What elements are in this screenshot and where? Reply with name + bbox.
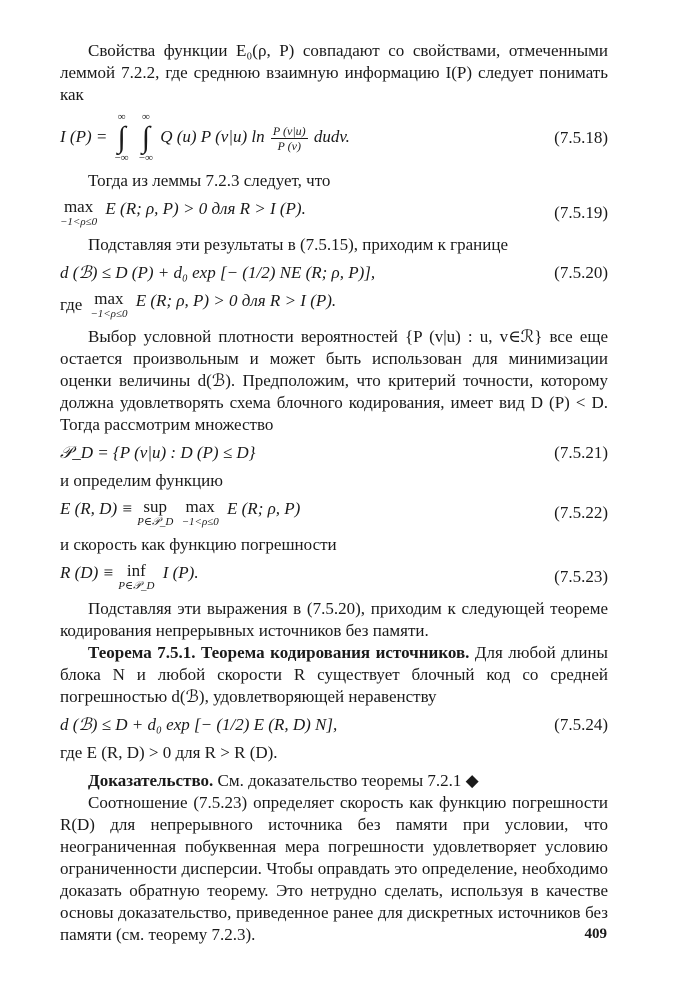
paragraph-5: Выбор условной плотности вероятностей {P (v|u) : u, v∈ℛ} все еще остается произвольным и может быть использован для минимизации оценки величины d(ℬ). Предположим, что критерий точности, которому должна удовлетворять схема блочного кодирования, имеет вид D (P) < D. Тогда рассмотрим множество bbox=[60, 327, 608, 434]
equation-number: (7.5.24) bbox=[554, 715, 608, 734]
fraction bbox=[271, 124, 308, 153]
equation-number: (7.5.23) bbox=[554, 567, 608, 586]
paragraph-9: где E (R, D) > 0 для R > R (D). bbox=[60, 743, 278, 762]
equation-body: 𝒫_D = {P (v|u) : D (P) ≤ D} bbox=[60, 443, 256, 462]
operator-subscript: P∈𝒫_D bbox=[137, 516, 174, 528]
fraction-denominator: P (v) bbox=[277, 138, 301, 153]
proof-text: См. доказательство теоремы 7.2.1 ◆ bbox=[217, 771, 479, 790]
equation-text: E (R; ρ, P) > 0 для R > I (P). bbox=[135, 291, 337, 310]
equation-number: (7.5.21) bbox=[554, 443, 608, 462]
equation-7-5-21 bbox=[60, 442, 608, 464]
integral-symbol: ∫ bbox=[141, 121, 151, 154]
proof-paragraph bbox=[60, 770, 608, 792]
paragraph-1: Свойства функции E₀(ρ, P) совпадают со свойствами, отмеченными леммой 7.2.2, где среднюю взаимную информацию I(P) следует понимать как bbox=[60, 41, 608, 104]
inf-operator bbox=[118, 562, 154, 592]
equation-body bbox=[60, 112, 350, 164]
eq-lhs: R (D) ≡ bbox=[60, 563, 114, 582]
integral-sign bbox=[115, 112, 129, 164]
equation-number: (7.5.18) bbox=[554, 128, 608, 147]
equation-text: E (R; ρ, P) bbox=[227, 499, 301, 518]
where-word: где bbox=[60, 295, 83, 314]
paragraph-8: Подставляя эти выражения в (7.5.20), приходим к следующей теореме кодирования непрерывных источников без памяти. bbox=[60, 599, 608, 640]
operator-name: inf bbox=[126, 561, 146, 580]
equation-text: E (R; ρ, P) > 0 для R > I (P). bbox=[105, 199, 306, 218]
paragraph-7: и скорость как функцию погрешности bbox=[60, 535, 337, 554]
theorem-paragraph bbox=[60, 642, 608, 708]
equation-7-5-23 bbox=[60, 562, 608, 592]
eq-lhs: E (R, D) ≡ bbox=[60, 499, 133, 518]
integral-lower-limit: −∞ bbox=[138, 152, 153, 164]
equation-body: d (ℬ) ≤ D (P) + d₀ exp [− (1/2) NE (R; ρ, P)], bbox=[60, 263, 376, 282]
paragraph-10: Соотношение (7.5.23) определяет скорость как функцию погрешности R(D) для непрерывного источника без памяти при условии, что неограниченная побуквенная мера погрешности удовлетворяет условию ограниченности дисперсии. Чтобы оправдать это определение, необходимо доказать обратную теорему. Это нетрудно сделать, используя в качестве основы доказательство, приведенное ранее для дискретных источников без памяти (см. теорему 7.2.3). bbox=[60, 793, 608, 944]
operator-subscript: P∈𝒫_D bbox=[118, 580, 155, 592]
fraction-numerator: P (v|u) bbox=[272, 123, 306, 138]
operator-name: sup bbox=[143, 497, 168, 516]
operator-subscript: −1<ρ≤0 bbox=[181, 516, 219, 528]
differential: dudv. bbox=[313, 126, 350, 146]
equation-text: I (P). bbox=[162, 563, 199, 582]
equation-7-5-20 bbox=[60, 262, 608, 284]
theorem-text: Для любой длины блока N и любой скорости R существует блочный код со средней погрешностью d(ℬ), удовлетворяющей неравенству bbox=[60, 643, 608, 706]
equation-number: (7.5.19) bbox=[554, 203, 608, 222]
integral-lower-limit: −∞ bbox=[114, 152, 129, 164]
max-operator bbox=[90, 290, 127, 320]
integrand: Q (u) P (v|u) ln bbox=[160, 126, 265, 146]
eq-lhs: I (P) = bbox=[60, 126, 108, 146]
equation-body bbox=[60, 498, 300, 528]
max-operator bbox=[182, 498, 219, 528]
equation-number: (7.5.20) bbox=[554, 263, 608, 282]
condition-line bbox=[60, 290, 608, 320]
paragraph-6: и определим функцию bbox=[60, 471, 223, 490]
integral-upper-limit: ∞ bbox=[141, 111, 150, 123]
paragraph-2: Тогда из леммы 7.2.3 следует, что bbox=[88, 171, 331, 190]
equation-7-5-19 bbox=[60, 198, 608, 228]
equation-body: d (ℬ) ≤ D + d₀ exp [− (1/2) E (R, D) N], bbox=[60, 715, 338, 734]
integral-sign-2 bbox=[139, 112, 153, 164]
proof-title: Доказательство. bbox=[88, 771, 214, 790]
integral-upper-limit: ∞ bbox=[117, 111, 126, 123]
equation-7-5-22 bbox=[60, 498, 608, 528]
operator-name: max bbox=[94, 289, 124, 308]
max-operator bbox=[60, 198, 97, 228]
page-number: 409 bbox=[584, 926, 607, 942]
equation-number: (7.5.22) bbox=[554, 503, 608, 522]
page-body bbox=[60, 40, 608, 946]
sup-operator bbox=[137, 498, 173, 528]
equation-7-5-24 bbox=[60, 714, 608, 736]
equation-body bbox=[90, 290, 336, 320]
operator-name: max bbox=[185, 497, 215, 516]
integral-symbol: ∫ bbox=[117, 121, 126, 154]
operator-name: max bbox=[63, 197, 94, 216]
operator-subscript: −1<ρ≤0 bbox=[90, 308, 128, 320]
equation-body bbox=[60, 562, 199, 592]
operator-subscript: −1<ρ≤0 bbox=[60, 216, 98, 228]
equation-body bbox=[60, 198, 306, 228]
theorem-title: Теорема 7.5.1. Теорема кодирования источников. bbox=[88, 643, 470, 662]
paragraph-3: Подставляя эти результаты в (7.5.15), приходим к границе bbox=[88, 235, 508, 254]
equation-7-5-18 bbox=[60, 112, 608, 164]
